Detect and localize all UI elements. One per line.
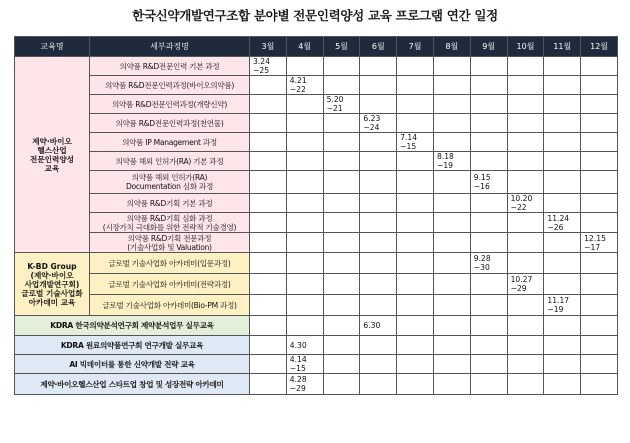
date-cell	[581, 374, 618, 395]
date-cell	[433, 355, 470, 374]
category-cell: K-BD Group (제약·바이오 사업개발연구회) 글로벌 기술사업화 아카데미 교육	[15, 253, 90, 316]
date-cell	[286, 95, 323, 114]
date-cell	[250, 194, 287, 213]
date-cell	[470, 95, 507, 114]
date-cell	[544, 316, 581, 336]
date-cell	[323, 57, 360, 76]
header-month: 3월	[250, 37, 287, 57]
date-cell	[397, 355, 434, 374]
date-cell	[581, 355, 618, 374]
date-cell	[470, 152, 507, 171]
date-cell	[323, 133, 360, 152]
date-cell	[397, 171, 434, 194]
date-cell	[433, 114, 470, 133]
date-cell	[250, 114, 287, 133]
table-row	[15, 95, 618, 114]
date-cell	[360, 233, 397, 253]
date-cell	[360, 171, 397, 194]
date-cell	[544, 233, 581, 253]
date-cell	[323, 253, 360, 274]
date-cell	[323, 213, 360, 233]
date-cell	[433, 95, 470, 114]
date-cell	[360, 95, 397, 114]
course-name-cell: 의약품 R&D전문인력과정(바이오의약품)	[90, 76, 250, 95]
table-row	[15, 336, 618, 355]
date-cell: 3.24 ~25	[250, 57, 287, 76]
header-category: 교육명	[15, 37, 90, 57]
table-row	[15, 374, 618, 395]
date-cell	[507, 76, 544, 95]
date-cell	[323, 295, 360, 316]
date-cell: 10.20 ~22	[507, 194, 544, 213]
date-cell	[360, 253, 397, 274]
date-cell	[433, 133, 470, 152]
course-name-cell: 의약품 R&D기획 심화 과정 (시장가치 극대화를 위한 전략적 기술경영)	[90, 213, 250, 233]
header-course: 세부과정명	[90, 37, 250, 57]
date-cell	[544, 95, 581, 114]
date-cell	[360, 152, 397, 171]
date-cell	[286, 316, 323, 336]
date-cell	[286, 114, 323, 133]
date-cell	[433, 233, 470, 253]
date-cell: 4.21 ~22	[286, 76, 323, 95]
date-cell: 11.17 ~19	[544, 295, 581, 316]
date-cell	[581, 336, 618, 355]
date-cell	[433, 76, 470, 95]
category-cell: 제약·바이오 헬스산업 전문인력양성 교육	[15, 57, 90, 253]
date-cell	[360, 133, 397, 152]
table-row	[15, 152, 618, 171]
header-row	[15, 37, 618, 57]
date-cell: 6.30	[360, 316, 397, 336]
date-cell	[470, 355, 507, 374]
table-row	[15, 114, 618, 133]
date-cell	[581, 76, 618, 95]
date-cell	[507, 171, 544, 194]
date-cell	[397, 253, 434, 274]
date-cell	[286, 253, 323, 274]
date-cell	[397, 295, 434, 316]
date-cell	[323, 76, 360, 95]
date-cell	[507, 336, 544, 355]
date-cell: 8.18 ~19	[433, 152, 470, 171]
course-name-cell: 의약품 R&D기획 기본 과정	[90, 194, 250, 213]
date-cell	[544, 274, 581, 295]
date-cell	[250, 233, 287, 253]
date-cell	[544, 374, 581, 395]
header-month: 5월	[323, 37, 360, 57]
date-cell	[397, 374, 434, 395]
date-cell	[360, 194, 397, 213]
table-row	[15, 253, 618, 274]
date-cell	[470, 274, 507, 295]
course-name-cell: 글로벌 기술사업화 아카데미(입문과정)	[90, 253, 250, 274]
date-cell	[397, 114, 434, 133]
table-row	[15, 213, 618, 233]
date-cell	[581, 114, 618, 133]
date-cell	[323, 274, 360, 295]
date-cell	[544, 336, 581, 355]
course-name-cell: 의약품 IP Management 과정	[90, 133, 250, 152]
date-cell	[433, 213, 470, 233]
date-cell	[470, 133, 507, 152]
date-cell	[360, 355, 397, 374]
date-cell	[507, 152, 544, 171]
program-name-cell: AI 빅데이터를 통한 신약개발 전략 교육	[15, 355, 250, 374]
date-cell	[433, 57, 470, 76]
date-cell	[544, 133, 581, 152]
table-row	[15, 316, 618, 336]
course-name-cell: 의약품 해외 인허가(RA) 기본 과정	[90, 152, 250, 171]
date-cell	[433, 171, 470, 194]
date-cell	[470, 336, 507, 355]
date-cell	[286, 194, 323, 213]
date-cell	[360, 374, 397, 395]
date-cell	[507, 253, 544, 274]
date-cell	[397, 233, 434, 253]
date-cell	[286, 213, 323, 233]
date-cell	[397, 76, 434, 95]
date-cell	[250, 316, 287, 336]
date-cell	[507, 233, 544, 253]
date-cell	[433, 274, 470, 295]
date-cell	[507, 114, 544, 133]
date-cell	[250, 152, 287, 171]
date-cell	[433, 374, 470, 395]
course-name-cell: 의약품 R&D기획 전문과정 (기술사업화 및 Valuation)	[90, 233, 250, 253]
date-cell	[397, 95, 434, 114]
course-name-cell: 의약품 해외 인허가(RA) Documentation 심화 과정	[90, 171, 250, 194]
date-cell	[581, 253, 618, 274]
course-name-cell: 의약품 R&D전문인력과정(개량신약)	[90, 95, 250, 114]
header-month: 7월	[397, 37, 434, 57]
date-cell	[397, 213, 434, 233]
date-cell	[250, 253, 287, 274]
date-cell	[250, 336, 287, 355]
date-cell	[286, 295, 323, 316]
date-cell	[581, 57, 618, 76]
program-name-cell: KDRA 원료의약품연구회 연구개발 실무교육	[15, 336, 250, 355]
header-month: 9월	[470, 37, 507, 57]
date-cell	[323, 336, 360, 355]
date-cell	[250, 274, 287, 295]
date-cell	[286, 152, 323, 171]
date-cell	[470, 194, 507, 213]
table-row	[15, 295, 618, 316]
date-cell	[433, 253, 470, 274]
date-cell	[433, 316, 470, 336]
date-cell	[470, 213, 507, 233]
date-cell	[544, 114, 581, 133]
date-cell	[507, 213, 544, 233]
date-cell	[286, 274, 323, 295]
date-cell	[323, 194, 360, 213]
table-row	[15, 355, 618, 374]
date-cell	[581, 171, 618, 194]
date-cell	[323, 355, 360, 374]
date-cell	[250, 355, 287, 374]
date-cell	[544, 76, 581, 95]
header-month: 6월	[360, 37, 397, 57]
date-cell: 10.27 ~29	[507, 274, 544, 295]
date-cell	[323, 171, 360, 194]
date-cell	[323, 316, 360, 336]
date-cell	[433, 295, 470, 316]
date-cell	[250, 171, 287, 194]
date-cell	[581, 213, 618, 233]
date-cell	[507, 95, 544, 114]
date-cell	[470, 295, 507, 316]
date-cell: 4.30	[286, 336, 323, 355]
date-cell	[286, 57, 323, 76]
date-cell	[544, 171, 581, 194]
date-cell: 11.24 ~26	[544, 213, 581, 233]
header-month: 11월	[544, 37, 581, 57]
date-cell	[360, 213, 397, 233]
date-cell: 12.15 ~17	[581, 233, 618, 253]
date-cell	[544, 57, 581, 76]
date-cell	[360, 274, 397, 295]
date-cell	[250, 133, 287, 152]
date-cell: 4.14 ~15	[286, 355, 323, 374]
date-cell	[250, 213, 287, 233]
table-row	[15, 133, 618, 152]
date-cell	[544, 152, 581, 171]
date-cell	[470, 233, 507, 253]
date-cell	[286, 133, 323, 152]
date-cell	[507, 355, 544, 374]
date-cell	[286, 171, 323, 194]
date-cell	[433, 336, 470, 355]
date-cell	[397, 194, 434, 213]
date-cell	[507, 374, 544, 395]
date-cell	[470, 76, 507, 95]
schedule-table	[14, 36, 618, 395]
date-cell	[360, 57, 397, 76]
date-cell	[397, 57, 434, 76]
date-cell	[544, 253, 581, 274]
date-cell	[581, 295, 618, 316]
date-cell	[581, 152, 618, 171]
date-cell	[397, 316, 434, 336]
date-cell	[581, 133, 618, 152]
header-month: 4월	[286, 37, 323, 57]
date-cell: 4.28 ~29	[286, 374, 323, 395]
table-row	[15, 76, 618, 95]
course-name-cell: 의약품 R&D전문인력 기본 과정	[90, 57, 250, 76]
date-cell	[581, 194, 618, 213]
date-cell	[470, 316, 507, 336]
date-cell	[470, 57, 507, 76]
date-cell	[470, 374, 507, 395]
date-cell	[433, 194, 470, 213]
page-title: 한국신약개발연구조합 분야별 전문인력양성 교육 프로그램 연간 일정	[132, 8, 498, 23]
date-cell	[360, 295, 397, 316]
table-row	[15, 194, 618, 213]
course-name-cell: 글로벌 기술사업화 아카데미(Bio-PM 과정)	[90, 295, 250, 316]
table-row	[15, 57, 618, 76]
program-name-cell: 제약·바이오헬스산업 스타트업 창업 및 성장전략 아카데미	[15, 374, 250, 395]
date-cell: 5.20 ~21	[323, 95, 360, 114]
date-cell	[250, 95, 287, 114]
date-cell	[581, 274, 618, 295]
course-name-cell: 글로벌 기술사업화 아카데미(전략과정)	[90, 274, 250, 295]
date-cell	[323, 114, 360, 133]
date-cell	[250, 76, 287, 95]
date-cell	[323, 152, 360, 171]
date-cell: 9.15 ~16	[470, 171, 507, 194]
date-cell	[323, 233, 360, 253]
header-month: 8월	[433, 37, 470, 57]
date-cell	[397, 152, 434, 171]
date-cell	[323, 374, 360, 395]
date-cell	[397, 336, 434, 355]
header-month: 10월	[507, 37, 544, 57]
date-cell	[360, 336, 397, 355]
date-cell	[581, 316, 618, 336]
course-name-cell: 의약품 R&D전문인력과정(천연물)	[90, 114, 250, 133]
date-cell	[507, 316, 544, 336]
date-cell	[581, 95, 618, 114]
table-row	[15, 233, 618, 253]
table-row	[15, 274, 618, 295]
table-row	[15, 171, 618, 194]
date-cell	[286, 233, 323, 253]
program-name-cell: KDRA 한국의약분석연구회 제약분석업무 실무교육	[15, 316, 250, 336]
date-cell: 7.14 ~15	[397, 133, 434, 152]
date-cell: 9.28 ~30	[470, 253, 507, 274]
header-month: 12월	[581, 37, 618, 57]
date-cell	[360, 76, 397, 95]
date-cell	[250, 295, 287, 316]
date-cell	[507, 57, 544, 76]
date-cell	[544, 194, 581, 213]
date-cell	[544, 355, 581, 374]
date-cell	[470, 114, 507, 133]
date-cell	[397, 274, 434, 295]
date-cell	[250, 374, 287, 395]
date-cell	[507, 133, 544, 152]
date-cell	[507, 295, 544, 316]
date-cell: 6.23 ~24	[360, 114, 397, 133]
